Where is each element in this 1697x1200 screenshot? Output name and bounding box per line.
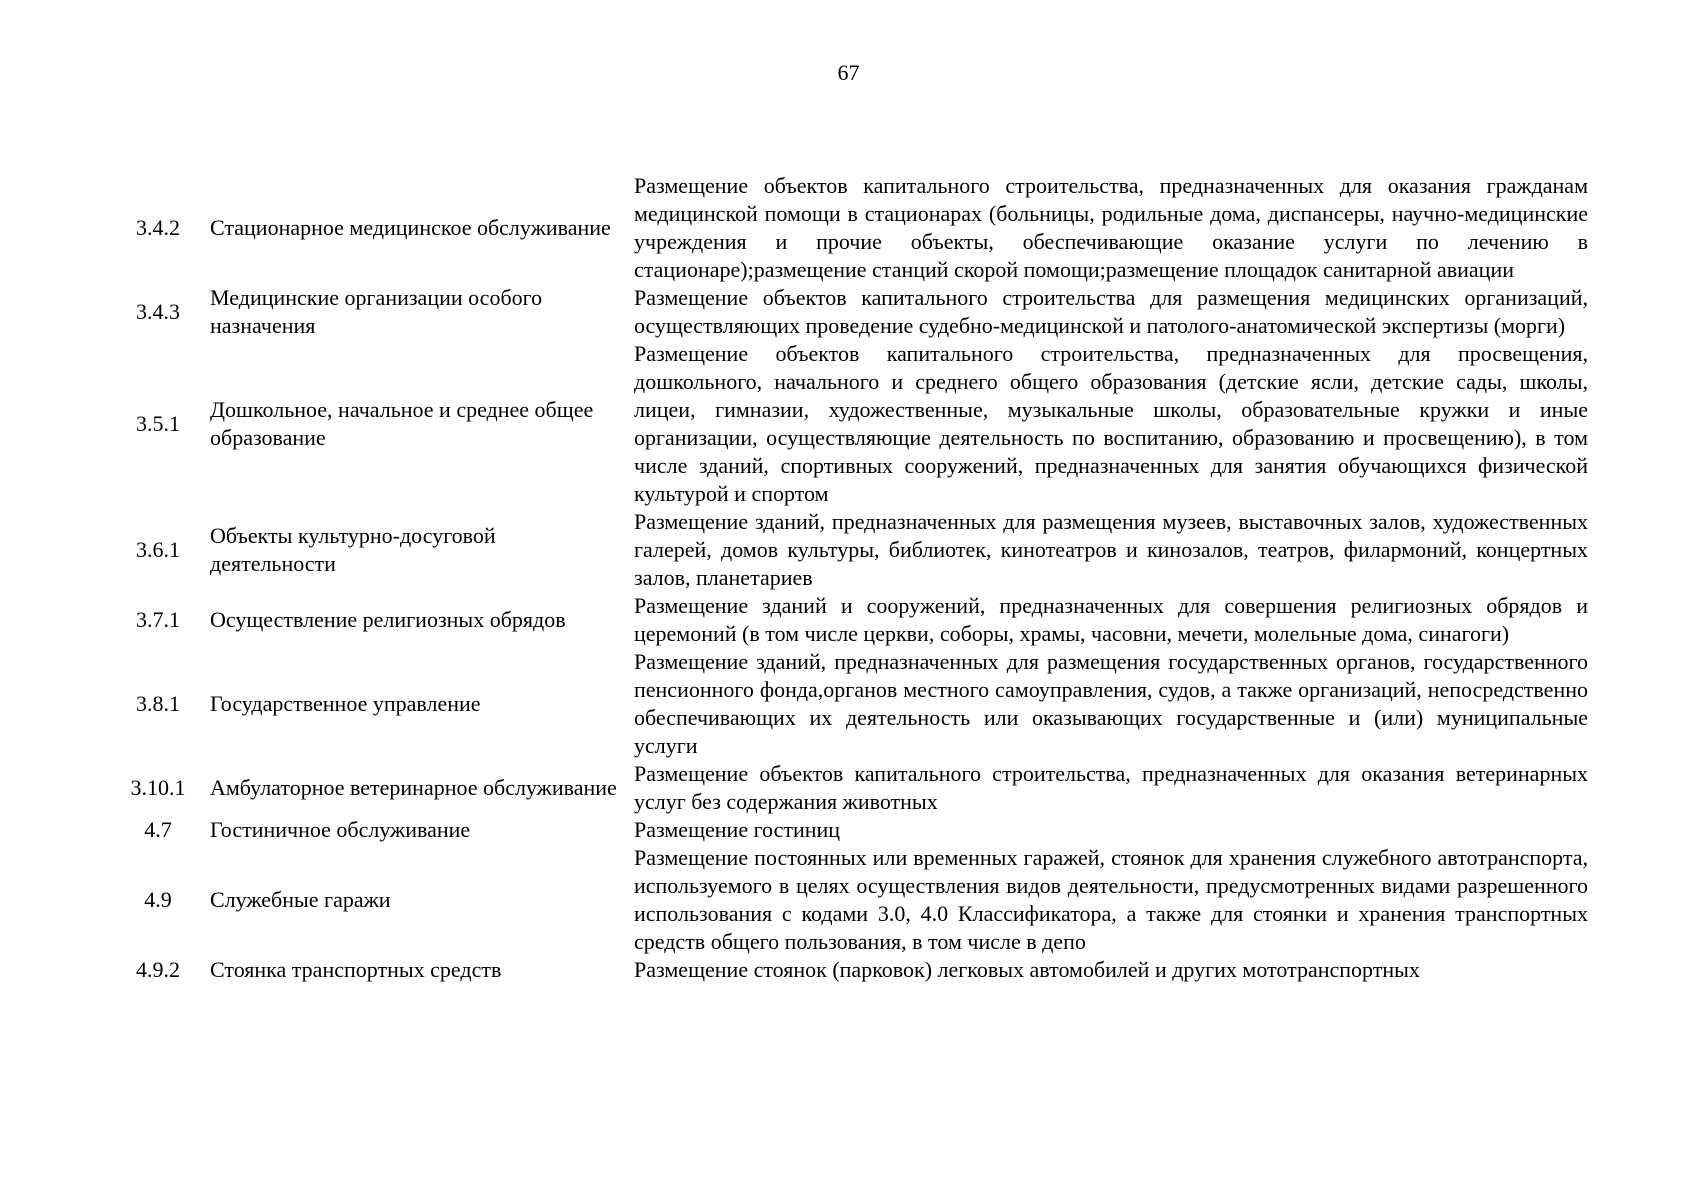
row-code: 4.7	[144, 817, 172, 842]
table-row	[118, 592, 1588, 648]
row-code: 3.7.1	[136, 607, 180, 632]
table-row	[118, 816, 1588, 844]
row-name: Государственное управление	[210, 691, 481, 716]
table-row	[118, 284, 1588, 340]
table-row	[118, 760, 1588, 816]
row-description: Размещение объектов капитального строительства, предназначенных для оказания ветеринарных услуг без содержания животных	[634, 761, 1588, 814]
row-description: Размещение стоянок (парковок) легковых автомобилей и других мототранспортных	[634, 957, 1420, 982]
row-description: Размещение зданий и сооружений, предназначенных для совершения религиозных обрядов и церемоний (в том числе церкви, соборы, храмы, часовни, мечети, молельные дома, синагоги)	[634, 593, 1588, 646]
row-name: Объекты культурно-досуговой деятельности	[210, 523, 496, 576]
row-code: 3.5.1	[136, 411, 180, 436]
land-use-table	[118, 172, 1588, 984]
table-row	[118, 508, 1588, 592]
row-code: 4.9	[144, 887, 172, 912]
row-code: 3.8.1	[136, 691, 180, 716]
row-description: Размещение гостиниц	[634, 817, 841, 842]
row-description: Размещение объектов капитального строительства, предназначенных для оказания гражданам медицинской помощи в стационарах (больницы, родильные дома, диспансеры, научно-медицинские учреждения и прочие объекты, обеспечивающие оказание услуги по лечению в стационаре);размещение станций скорой помощи;размещение площадок санитарной авиации	[634, 173, 1588, 282]
table-row	[118, 172, 1588, 284]
table-row	[118, 340, 1588, 508]
row-name: Служебные гаражи	[210, 887, 391, 912]
page-number: 67	[837, 60, 860, 85]
row-description: Размещение объектов капитального строительства, предназначенных для просвещения, дошкольного, начального и среднего общего образования (детские ясли, детские сады, школы, лицеи, гимназии, художественные, музыкальные школы, образовательные кружки и иные организации, осуществляющие деятельность по воспитанию, образованию и просвещению), в том числе зданий, спортивных сооружений, предназначенных для занятия обучающихся физической культурой и спортом	[634, 341, 1588, 506]
row-code: 3.4.3	[136, 299, 180, 324]
table-row	[118, 844, 1588, 956]
row-name: Амбулаторное ветеринарное обслуживание	[210, 775, 617, 800]
row-description: Размещение зданий, предназначенных для размещения государственных органов, государственного пенсионного фонда,органов местного самоуправления, судов, а также организаций, непосредственно обеспечивающих их деятельность или оказывающих государственные и (или) муниципальные услуги	[634, 649, 1588, 758]
table-row	[118, 956, 1588, 984]
table-row	[118, 648, 1588, 760]
row-name: Дошкольное, начальное и среднее общее образование	[210, 397, 594, 450]
row-name: Гостиничное обслуживание	[210, 817, 471, 842]
row-code: 4.9.2	[136, 957, 180, 982]
row-description: Размещение постоянных или временных гаражей, стоянок для хранения служебного автотранспорта, используемого в целях осуществления видов деятельности, предусмотренных видами разрешенного использования с кодами 3.0, 4.0 Классификатора, а также для стоянки и хранения транспортных средств общего пользования, в том числе в депо	[634, 845, 1588, 954]
row-description: Размещение зданий, предназначенных для размещения музеев, выставочных залов, художественных галерей, домов культуры, библиотек, кинотеатров и кинозалов, театров, филармоний, концертных залов, планетариев	[634, 509, 1588, 590]
row-code: 3.4.2	[136, 215, 180, 240]
row-name: Осуществление религиозных обрядов	[210, 607, 566, 632]
row-code: 3.6.1	[136, 537, 180, 562]
row-description: Размещение объектов капитального строительства для размещения медицинских организаций, осуществляющих проведение судебно-медицинской и патолого-анатомической экспертизы (морги)	[634, 285, 1588, 338]
row-name: Стационарное медицинское обслуживание	[210, 215, 611, 240]
row-code: 3.10.1	[130, 775, 186, 800]
row-name: Стоянка транспортных средств	[210, 957, 502, 982]
row-name: Медицинские организации особого назначения	[210, 285, 543, 338]
